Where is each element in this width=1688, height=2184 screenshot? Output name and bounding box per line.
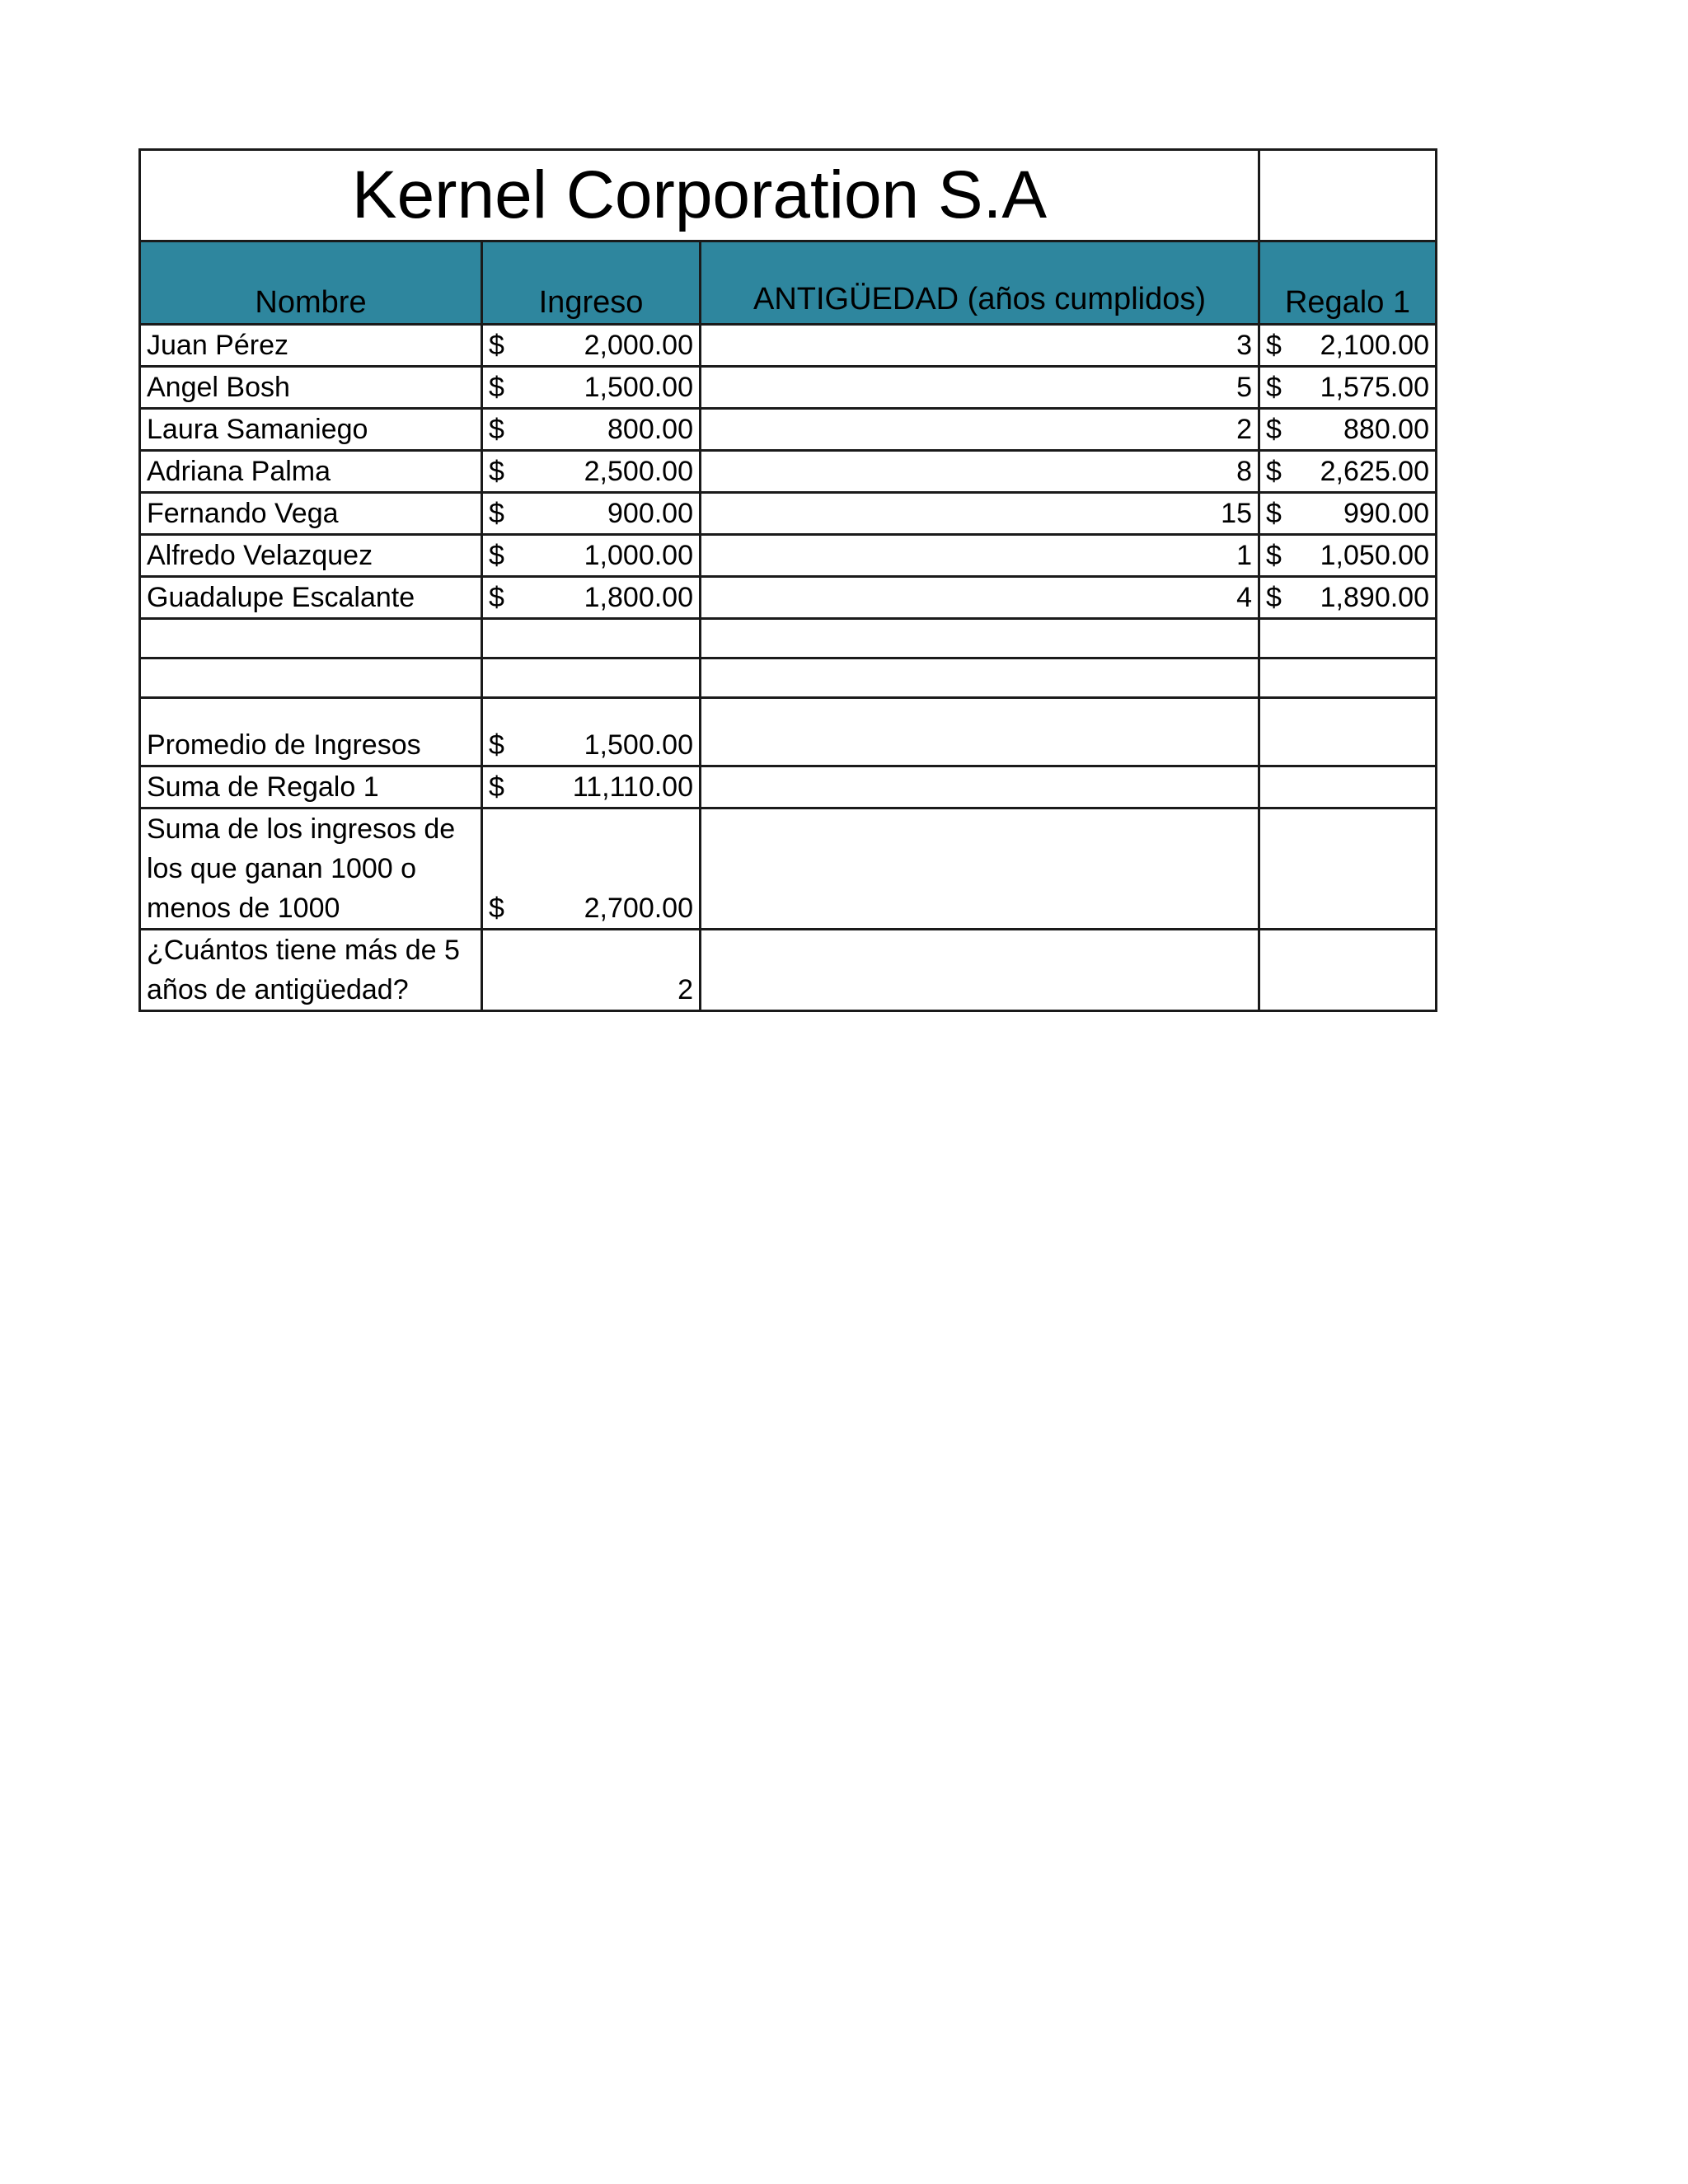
suma-regalo-value: 11,110.00 — [572, 771, 693, 803]
summary-row-cuantos — [140, 930, 1437, 1011]
cell-antiguedad[interactable]: 5 — [701, 367, 1259, 409]
currency-symbol: $ — [489, 540, 504, 571]
cell-ingreso[interactable] — [482, 409, 701, 451]
summary-label-suma-regalo[interactable]: Suma de Regalo 1 — [140, 766, 482, 808]
summary-row-promedio — [140, 698, 1437, 766]
currency-symbol: $ — [489, 582, 504, 613]
regalo-value: 1,050.00 — [1320, 540, 1429, 571]
currency-symbol: $ — [1266, 498, 1282, 529]
cell-regalo[interactable] — [1259, 577, 1437, 619]
cell-regalo[interactable] — [1259, 451, 1437, 493]
empty-row — [140, 658, 1437, 698]
table-row — [140, 409, 1437, 451]
cell-ingreso[interactable] — [482, 367, 701, 409]
empty-cell[interactable] — [701, 698, 1259, 766]
summary-label-promedio[interactable]: Promedio de Ingresos — [140, 698, 482, 766]
cell-ingreso[interactable] — [482, 577, 701, 619]
currency-symbol: $ — [489, 729, 504, 761]
currency-symbol: $ — [489, 498, 504, 529]
empty-cell[interactable] — [1259, 808, 1437, 930]
cell-nombre[interactable]: Fernando Vega — [140, 493, 482, 535]
currency-symbol: $ — [489, 414, 504, 445]
empty-cell[interactable] — [701, 619, 1259, 658]
summary-label-suma-1000[interactable]: Suma de los ingresos de los que ganan 1000 o menos de 1000 — [140, 808, 482, 930]
regalo-value: 2,100.00 — [1320, 330, 1429, 361]
ingreso-value: 2,500.00 — [584, 456, 693, 487]
cell-regalo[interactable] — [1259, 409, 1437, 451]
cell-nombre[interactable]: Angel Bosh — [140, 367, 482, 409]
cell-regalo[interactable] — [1259, 367, 1437, 409]
currency-symbol: $ — [489, 893, 504, 924]
empty-cell[interactable] — [482, 619, 701, 658]
cell-nombre[interactable]: Laura Samaniego — [140, 409, 482, 451]
ingreso-value: 1,000.00 — [584, 540, 693, 571]
sheet-title[interactable]: Kernel Corporation S.A — [140, 150, 1259, 241]
currency-symbol: $ — [489, 330, 504, 361]
cell-nombre[interactable]: Guadalupe Escalante — [140, 577, 482, 619]
header-row — [140, 241, 1437, 325]
currency-symbol: $ — [1266, 414, 1282, 445]
regalo-value: 880.00 — [1343, 414, 1429, 445]
empty-cell[interactable] — [1259, 930, 1437, 1011]
currency-symbol: $ — [489, 456, 504, 487]
ingreso-value: 2,000.00 — [584, 330, 693, 361]
cell-ingreso[interactable] — [482, 493, 701, 535]
table-row — [140, 493, 1437, 535]
cell-regalo[interactable] — [1259, 325, 1437, 367]
empty-cell[interactable] — [1259, 766, 1437, 808]
cell-antiguedad[interactable]: 2 — [701, 409, 1259, 451]
cell-antiguedad[interactable]: 3 — [701, 325, 1259, 367]
cell-regalo[interactable] — [1259, 535, 1437, 577]
header-antiguedad[interactable]: ANTIGÜEDAD (años cumplidos) — [701, 241, 1259, 325]
ingreso-value: 900.00 — [607, 498, 693, 529]
summary-label-cuantos[interactable]: ¿Cuántos tiene más de 5 años de antigüedad? — [140, 930, 482, 1011]
cell-antiguedad[interactable]: 8 — [701, 451, 1259, 493]
cell-ingreso[interactable] — [482, 451, 701, 493]
cell-nombre[interactable]: Adriana Palma — [140, 451, 482, 493]
title-row — [140, 150, 1437, 241]
currency-symbol: $ — [489, 372, 504, 403]
summary-row-suma-regalo — [140, 766, 1437, 808]
empty-cell[interactable] — [140, 619, 482, 658]
cell-antiguedad[interactable]: 15 — [701, 493, 1259, 535]
summary-value-suma-regalo[interactable] — [482, 766, 701, 808]
ingreso-value: 1,800.00 — [584, 582, 693, 613]
table-row — [140, 577, 1437, 619]
currency-symbol: $ — [1266, 540, 1282, 571]
cell-antiguedad[interactable]: 1 — [701, 535, 1259, 577]
empty-cell[interactable] — [701, 930, 1259, 1011]
regalo-value: 990.00 — [1343, 498, 1429, 529]
empty-cell[interactable] — [1259, 698, 1437, 766]
table-row — [140, 367, 1437, 409]
cell-nombre[interactable]: Alfredo Velazquez — [140, 535, 482, 577]
currency-symbol: $ — [1266, 372, 1282, 403]
currency-symbol: $ — [1266, 582, 1282, 613]
empty-cell[interactable] — [701, 658, 1259, 698]
currency-symbol: $ — [1266, 456, 1282, 487]
empty-cell[interactable] — [701, 766, 1259, 808]
currency-symbol: $ — [1266, 330, 1282, 361]
summary-value-suma-1000[interactable] — [482, 808, 701, 930]
empty-cell[interactable] — [1259, 619, 1437, 658]
ingreso-value: 800.00 — [607, 414, 693, 445]
suma-1000-value: 2,700.00 — [584, 893, 693, 924]
cell-regalo[interactable] — [1259, 493, 1437, 535]
summary-value-cuantos[interactable]: 2 — [482, 930, 701, 1011]
header-regalo[interactable]: Regalo 1 — [1259, 241, 1437, 325]
promedio-value: 1,500.00 — [584, 729, 693, 761]
cell-nombre[interactable]: Juan Pérez — [140, 325, 482, 367]
ingreso-value: 1,500.00 — [584, 372, 693, 403]
regalo-value: 1,890.00 — [1320, 582, 1429, 613]
regalo-value: 2,625.00 — [1320, 456, 1429, 487]
summary-value-promedio[interactable] — [482, 698, 701, 766]
table-row — [140, 451, 1437, 493]
table-row — [140, 325, 1437, 367]
header-ingreso[interactable]: Ingreso — [482, 241, 701, 325]
table-row — [140, 535, 1437, 577]
cell-ingreso[interactable] — [482, 535, 701, 577]
header-nombre[interactable]: Nombre — [140, 241, 482, 325]
empty-cell[interactable] — [140, 658, 482, 698]
spreadsheet-table — [138, 148, 1437, 1012]
cell-antiguedad[interactable]: 4 — [701, 577, 1259, 619]
summary-row-suma-1000 — [140, 808, 1437, 930]
title-empty-cell[interactable] — [1259, 150, 1437, 241]
empty-row — [140, 619, 1437, 658]
empty-cell[interactable] — [701, 808, 1259, 930]
currency-symbol: $ — [489, 771, 504, 803]
empty-cell[interactable] — [1259, 658, 1437, 698]
cell-ingreso[interactable] — [482, 325, 701, 367]
regalo-value: 1,575.00 — [1320, 372, 1429, 403]
empty-cell[interactable] — [482, 658, 701, 698]
